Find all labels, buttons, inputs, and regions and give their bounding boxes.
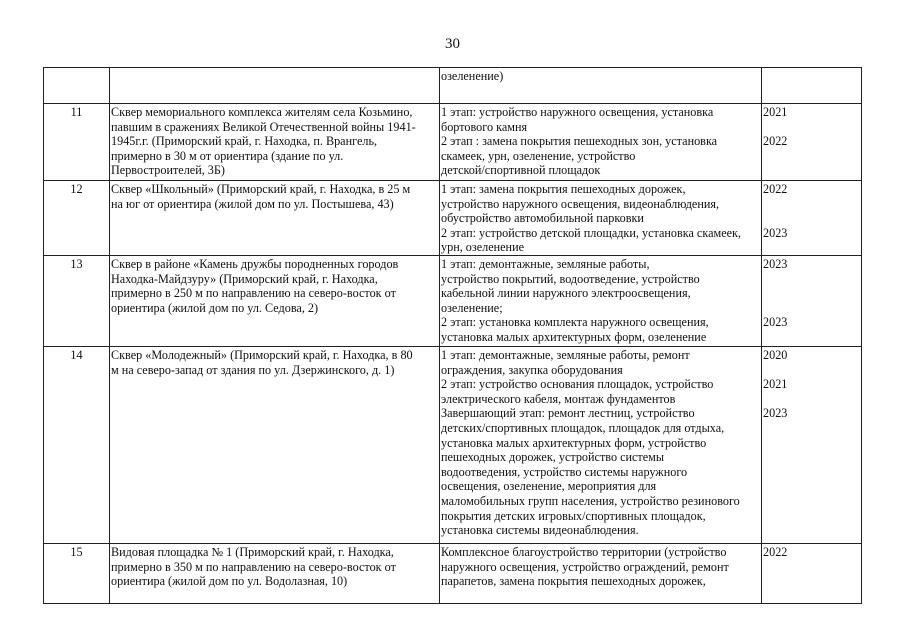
work-stage-line: 2 этап: устройство детской площадки, установка скамеек,: [441, 225, 741, 240]
work-stage-line: 2 этап: устройство основания площадок, устройство: [441, 377, 714, 392]
row-number: 12: [44, 181, 110, 256]
work-stage-line: установка системы видеонаблюдения.: [441, 523, 639, 538]
row-number: [44, 68, 110, 104]
work-stage-line: наружного освещения, устройство ограждений, ремонт: [441, 559, 729, 574]
work-stage-line: озеленение;: [441, 300, 503, 315]
year-value: 2023: [763, 315, 788, 330]
table-row: [44, 347, 862, 544]
works-description: [440, 104, 762, 181]
year-value: [763, 392, 860, 407]
object-text-line: Сквер мемориального комплекса жителям села Козьмино,: [111, 105, 413, 119]
work-stage-line: озеленение): [441, 69, 504, 83]
object-text-line: примерно в 250 м по направлению на северо-восток от: [111, 286, 396, 301]
work-stage-line: скамеек, урн, озеленение, устройство: [441, 148, 636, 163]
work-stage-line: установка малых архитектурных форм, устройство: [441, 435, 707, 450]
object-description: [110, 68, 440, 104]
work-stage-line: бортового камня: [441, 119, 528, 134]
work-stage-line: покрытия детских игровых/спортивных площадок,: [441, 508, 706, 523]
work-stage: [441, 315, 760, 344]
work-stage-line: 1 этап: демонтажные, земляные работы,: [441, 257, 650, 271]
object-description: [110, 104, 440, 181]
table-row: [44, 544, 862, 604]
object-text-line: ориентира (жилой дом по ул. Водолазная, 10): [111, 574, 348, 589]
work-stage: [441, 545, 760, 589]
works-description: [440, 256, 762, 347]
object-text-line: Видовая площадка № 1 (Приморский край, г. Находка,: [111, 545, 394, 559]
row-number: 11: [44, 104, 110, 181]
year-value: 2023: [763, 257, 788, 271]
work-stage-line: кабельной линии наружного электроосвещения,: [441, 286, 691, 301]
work-stage: [441, 105, 760, 134]
work-stage-line: 1 этап: демонтажные, земляные работы, ремонт: [441, 348, 690, 362]
row-number: 13: [44, 256, 110, 347]
year-value: 2021: [763, 105, 788, 119]
work-stage-line: парапетов, замена покрытия пешеходных дорожек,: [441, 574, 706, 589]
object-description: [110, 544, 440, 604]
year-value: [763, 69, 860, 84]
year-value: [763, 286, 860, 301]
works-description: [440, 68, 762, 104]
work-stage-line: пешеходных дорожек, устройство системы: [441, 450, 665, 465]
work-stage: [441, 348, 760, 377]
year-value: 2020: [763, 348, 788, 362]
year-value: 2022: [763, 134, 788, 149]
object-text-line: Первостроителей, 3Б): [111, 163, 225, 178]
work-stage-line: маломобильных групп населения, устройство резинового: [441, 493, 740, 508]
object-text-line: Сквер в районе «Камень дружбы породненных городов: [111, 257, 399, 271]
years: [762, 68, 862, 104]
work-stage-line: устройство наружного освещения, видеонаблюдения,: [441, 196, 720, 211]
row-number: 15: [44, 544, 110, 604]
work-stage-line: Комплексное благоустройство территории (устройство: [441, 545, 727, 559]
object-text-line: на юг от ориентира (жилой дом по ул. Постышева, 43): [111, 196, 394, 211]
object-text-line: ориентира (жилой дом по ул. Седова, 2): [111, 300, 319, 315]
years: [762, 544, 862, 604]
work-stage: [441, 257, 760, 315]
work-stage: [441, 377, 760, 406]
works-description: [440, 347, 762, 544]
year-value: [763, 363, 860, 378]
year-value: [763, 197, 860, 212]
work-stage-line: 2 этап: установка комплекта наружного освещения,: [441, 315, 709, 330]
years: [762, 347, 862, 544]
object-description: [110, 256, 440, 347]
work-stage-line: установка малых архитектурных форм, озеленение: [441, 329, 707, 344]
year-value: 2023: [763, 406, 788, 421]
work-stage-line: освещения, озеленение, мероприятия для: [441, 479, 657, 494]
year-value: [763, 120, 860, 135]
year-value: [763, 272, 860, 287]
object-text-line: 1945г.г. (Приморский край, г. Находка, п. Врангель,: [111, 134, 378, 149]
work-stage-line: детской/спортивной площадок: [441, 163, 601, 178]
table-row: [44, 256, 862, 347]
work-stage: [441, 69, 760, 84]
work-stage-line: Завершающий этап: ремонт лестниц, устройство: [441, 406, 695, 421]
table-row: [44, 104, 862, 181]
year-value: 2023: [763, 225, 788, 240]
works-description: [440, 544, 762, 604]
work-stage: [441, 406, 760, 537]
object-text-line: примерно в 350 м по направлению на северо-восток от: [111, 559, 396, 574]
work-stage-line: устройство покрытий, водоотведение, устройство: [441, 271, 700, 286]
table-row: [44, 68, 862, 104]
work-stage: [441, 134, 760, 178]
row-number: 14: [44, 347, 110, 544]
year-value: [763, 301, 860, 316]
object-text-line: м на северо-запад от здания по ул. Дзержинского, д. 1): [111, 362, 395, 377]
object-text-line: павшим в сражениях Великой Отечественной войны 1941-: [111, 119, 416, 134]
works-description: [440, 181, 762, 256]
object-description: [110, 347, 440, 544]
work-stage-line: обустройство автомобильной парковки: [441, 211, 644, 226]
works-table: [43, 67, 862, 604]
work-stage-line: детских/спортивных площадок, площадок для отдыха,: [441, 420, 725, 435]
work-stage-line: ограждения, закупка оборудования: [441, 362, 623, 377]
work-stage-line: урн, озеленение: [441, 240, 524, 255]
years: [762, 181, 862, 256]
work-stage: [441, 182, 760, 226]
year-value: 2022: [763, 182, 788, 196]
work-stage-line: 1 этап: устройство наружного освещения, установка: [441, 105, 714, 119]
object-text-line: Находка-Майдзуру» (Приморский край, г. Находка,: [111, 271, 378, 286]
object-text-line: примерно в 30 м от ориентира (здание по ул.: [111, 148, 344, 163]
work-stage-line: электрического кабеля, монтаж фундаментов: [441, 391, 676, 406]
work-stage: [441, 226, 760, 255]
years: [762, 104, 862, 181]
work-stage-line: 2 этап : замена покрытия пешеходных зон, установка: [441, 134, 718, 149]
object-text-line: Сквер «Молодежный» (Приморский край, г. Находка, в 80: [111, 348, 413, 362]
work-stage-line: водоотведения, устройство системы наружного: [441, 464, 688, 479]
year-value: 2022: [763, 545, 788, 559]
object-text-line: Сквер «Школьный» (Приморский край, г. Находка, в 25 м: [111, 182, 411, 196]
object-description: [110, 181, 440, 256]
table-row: [44, 181, 862, 256]
works-table-body: [44, 68, 862, 604]
page-number: 30: [445, 36, 460, 52]
work-stage-line: 1 этап: замена покрытия пешеходных дорожек,: [441, 182, 686, 196]
year-value: 2021: [763, 377, 788, 392]
years: [762, 256, 862, 347]
year-value: [763, 211, 860, 226]
